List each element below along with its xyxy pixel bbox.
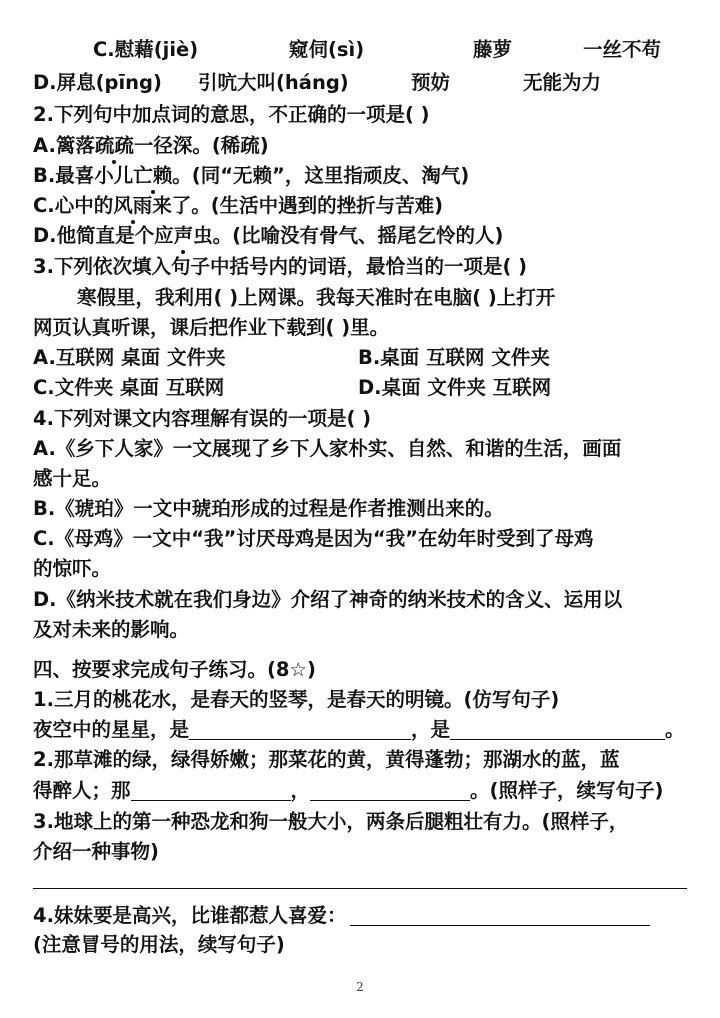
q4-option-d-line-2: 及对未来的影响。 — [33, 618, 190, 641]
q2-c-dotted-word: 风雨 — [113, 191, 152, 221]
page-number: 2 — [356, 980, 364, 994]
s4-q4-line-2: (注意冒号的用法，续写句子) — [33, 933, 285, 956]
q1-option-d-word-1: D.屏息(pīng) — [33, 71, 162, 94]
q2-d-text: D.他简直是个 — [33, 224, 155, 247]
q2-option-b — [33, 161, 687, 191]
s4-q1-fill-end: 。 — [665, 718, 685, 741]
s4-q1-prompt: 1.三月的桃花水，是春天的竖琴，是春天的明镜。(仿写句子) — [33, 688, 560, 711]
q3-option-a: A.互联网 桌面 文件夹 — [33, 346, 226, 369]
q1-option-c-word-2: 窥伺(sì) — [289, 38, 365, 61]
s4-q1-fill-line — [33, 715, 687, 745]
q4-option-a-line-2: 感十足。 — [33, 467, 112, 490]
q4-option-a-line-1: A.《乡下人家》一文展现了乡下人家朴实、自然、和谐的生活，画面 — [33, 437, 622, 460]
s4-q2-answer-blank-1[interactable] — [131, 778, 291, 801]
q2-b-text-end: 。(同“无赖”，这里指顽皮、淘气) — [172, 164, 470, 187]
s4-q3-answer-line[interactable] — [33, 888, 687, 889]
q3-passage-line-1: 寒假里，我利用( )上网课。我每天准时在电脑( )上打开 — [77, 286, 556, 309]
q2-option-a — [33, 131, 687, 161]
section-4-heading: 四、按要求完成句子练习。(8☆) — [33, 658, 316, 681]
s4-q1-answer-blank-1[interactable] — [189, 717, 411, 740]
s4-q4-prompt: 4.妹妹要是高兴，比谁都惹人喜爱： — [33, 904, 347, 927]
q1-option-c-word-1: C.慰藉(jiè) — [93, 38, 199, 61]
q2-d-text-end: 。(比喻没有骨气、摇尾乞怜的人) — [212, 224, 504, 247]
q2-b-text: B.最喜小儿 — [33, 164, 134, 187]
s4-q2-line-1: 2.那草滩的绿，绿得娇嫩；那菜花的黄，黄得蓬勃；那湖水的蓝，蓝 — [33, 748, 620, 771]
q1-option-c-word-4: 一丝不苟 — [583, 38, 662, 61]
q1-option-d — [33, 68, 687, 98]
q1-option-c-word-3: 藤萝 — [473, 38, 513, 61]
q1-option-d-word-4: 无能为力 — [523, 71, 602, 94]
q3-options-row-2 — [33, 373, 687, 403]
s4-q4-answer-blank[interactable] — [350, 903, 650, 926]
q4-stem: 4.下列对课文内容理解有误的一项是( ) — [33, 407, 372, 430]
q4-option-d-line-1: D.《纳米技术就在我们身边》介绍了神奇的纳米技术的含义、运用以 — [33, 588, 623, 611]
q2-a-text-end: 一径深。(稀疏) — [133, 134, 269, 157]
s4-q1-fill-text-a: 夜空中的星星，是 — [33, 718, 190, 741]
q1-option-d-word-3: 预妨 — [411, 71, 451, 94]
q3-passage-line-2: 网页认真听课，课后把作业下载到( )里。 — [33, 316, 390, 339]
q2-c-text: C.心中的 — [33, 194, 114, 217]
q4-option-c-line-1: C.《母鸡》一文中“我”讨厌母鸡是因为“我”在幼年时受到了母鸡 — [33, 527, 594, 550]
q2-option-d — [33, 221, 687, 251]
s4-q3-line-2: 介绍一种事物) — [33, 840, 159, 863]
q3-option-b: B.桌面 互联网 文件夹 — [358, 346, 550, 369]
s4-q4-line-1 — [33, 901, 687, 931]
q2-a-dotted-word: 疏疏 — [95, 131, 134, 161]
q2-d-dotted-word: 应声虫 — [154, 221, 213, 251]
s4-q3-line-1: 3.地球上的第一种恐龙和狗一般大小，两条后腿粗壮有力。(照样子， — [33, 810, 629, 833]
s4-q2-text-b: ， — [290, 779, 311, 802]
s4-q2-text-c: 。(照样子，续写句子) — [470, 779, 664, 802]
q4-option-c-line-2: 的惊吓。 — [33, 557, 112, 580]
q2-b-dotted-word: 亡赖 — [133, 161, 172, 191]
q2-c-text-end: 来了。(生活中遇到的挫折与苦难) — [152, 194, 444, 217]
q1-option-d-word-2: 引吭大叫(háng) — [198, 71, 349, 94]
q3-stem: 3.下列依次填入句子中括号内的词语，最恰当的一项是( ) — [33, 255, 528, 278]
s4-q2-answer-blank-2[interactable] — [310, 778, 470, 801]
q1-option-c — [33, 35, 687, 65]
q3-option-c: C.文件夹 桌面 互联网 — [33, 376, 225, 399]
q3-option-d: D.桌面 文件夹 互联网 — [358, 376, 552, 399]
q3-options-row-1 — [33, 343, 687, 373]
q2-option-c — [33, 191, 687, 221]
s4-q1-answer-blank-2[interactable] — [450, 717, 665, 740]
q4-option-b: B.《琥珀》一文中琥珀形成的过程是作者推测出来的。 — [33, 497, 504, 520]
q2-a-text: A.篱落 — [33, 134, 95, 157]
s4-q2-line-2 — [33, 776, 687, 806]
s4-q1-fill-text-b: ，是 — [411, 718, 451, 741]
q2-stem: 2.下列句中加点词的意思，不正确的一项是( ) — [33, 103, 430, 126]
s4-q2-text-a: 得醉人；那 — [33, 779, 131, 802]
